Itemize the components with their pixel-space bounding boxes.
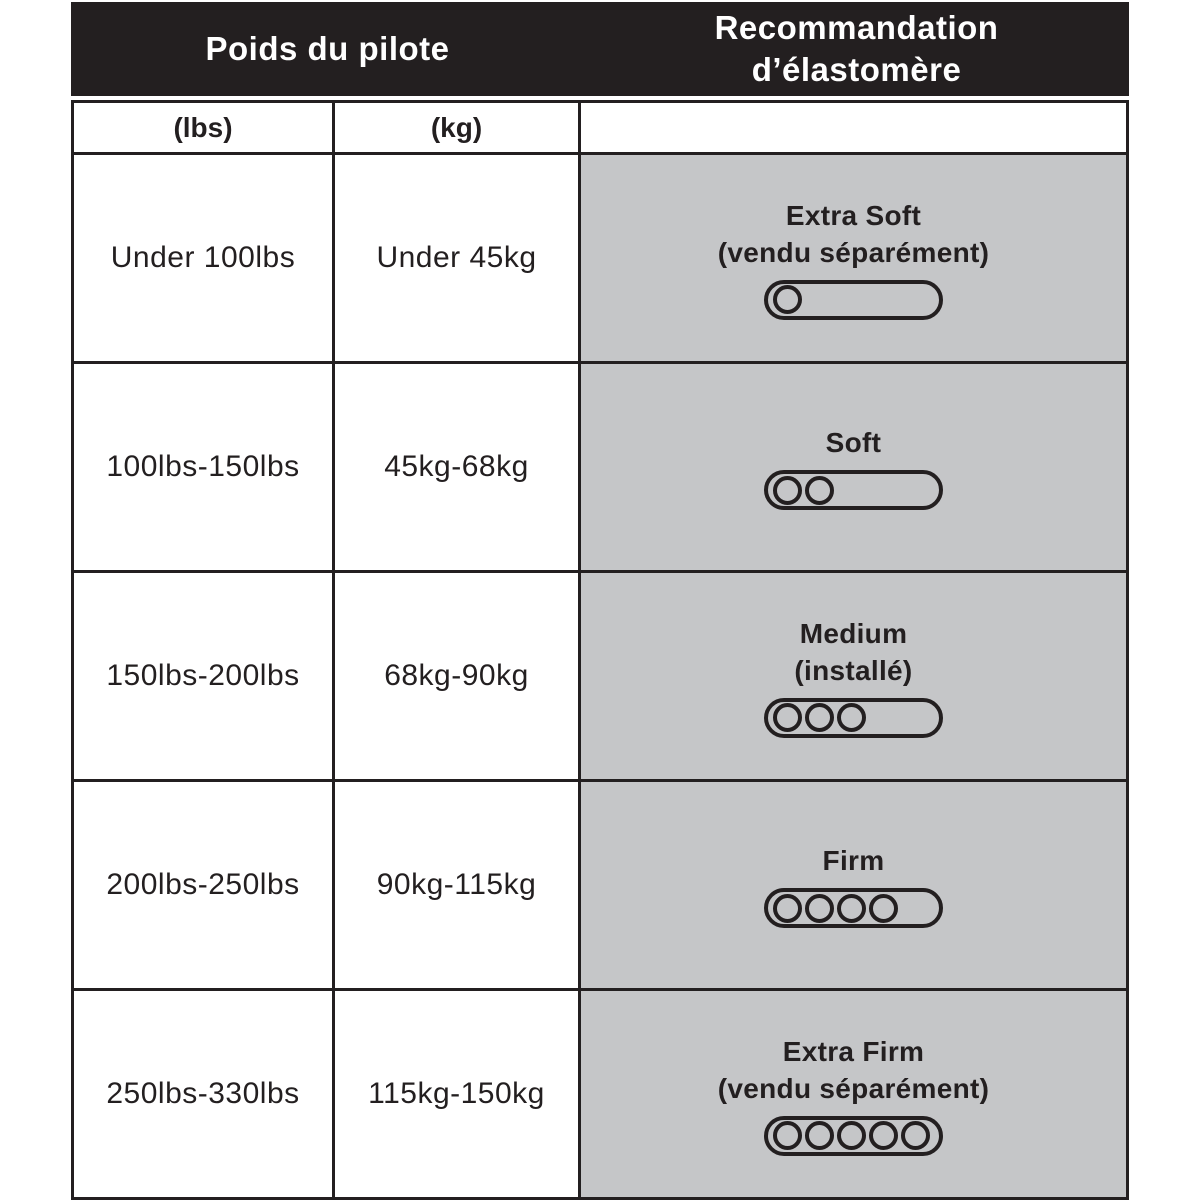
weight-lbs: Under 100lbs xyxy=(74,155,335,361)
table-row xyxy=(74,573,1126,782)
table-row xyxy=(74,991,1126,1197)
elastomer-dot-icon xyxy=(901,1121,930,1150)
elastomer-capsule-icon xyxy=(764,888,943,928)
elastomer-dot-icon xyxy=(805,703,834,732)
recommendation-header-line1: Recommandation xyxy=(714,9,999,46)
table-row xyxy=(74,782,1126,991)
recommendation-cell xyxy=(581,991,1126,1197)
kg-column-header: (kg) xyxy=(335,103,581,152)
elastomer-dot-icon xyxy=(773,1121,802,1150)
elastomer-capsule-icon xyxy=(764,1116,943,1156)
table-row xyxy=(74,364,1126,573)
availability-note: (vendu séparément) xyxy=(717,236,990,268)
elastomer-dot-icon xyxy=(773,476,802,505)
weight-kg: Under 45kg xyxy=(335,155,581,361)
weight-kg: 68kg-90kg xyxy=(335,573,581,779)
elastomer-capsule-icon xyxy=(764,470,943,510)
elastomer-dot-icon xyxy=(773,703,802,732)
elastomer-table xyxy=(71,100,1129,1200)
recommendation-header-line2: d’élastomère xyxy=(751,51,962,88)
weight-kg: 45kg-68kg xyxy=(335,364,581,570)
elastomer-dot-icon xyxy=(837,894,866,923)
elastomer-dot-icon xyxy=(869,1121,898,1150)
recommendation-header xyxy=(584,7,1129,91)
weight-lbs: 250lbs-330lbs xyxy=(74,991,335,1197)
firmness-label: Medium xyxy=(799,617,908,649)
elastomer-dot-icon xyxy=(837,1121,866,1150)
elastomer-dot-icon xyxy=(773,285,802,314)
rider-weight-header: Poids du pilote xyxy=(205,30,450,67)
table-header xyxy=(71,2,1129,96)
elastomer-capsule-icon xyxy=(764,698,943,738)
firmness-label: Extra Firm xyxy=(782,1035,925,1067)
weight-kg: 115kg-150kg xyxy=(335,991,581,1197)
weight-lbs: 200lbs-250lbs xyxy=(74,782,335,988)
recommendation-cell xyxy=(581,364,1126,570)
firmness-label: Soft xyxy=(825,427,882,458)
weight-lbs: 150lbs-200lbs xyxy=(74,573,335,779)
weight-lbs: 100lbs-150lbs xyxy=(74,364,335,570)
availability-note: (installé) xyxy=(794,654,913,686)
recommendation-cell xyxy=(581,573,1126,779)
elastomer-dot-icon xyxy=(837,703,866,732)
elastomer-dot-icon xyxy=(805,1121,834,1150)
recommendation-column-header xyxy=(581,103,1126,152)
table-row xyxy=(74,155,1126,364)
elastomer-dot-icon xyxy=(869,894,898,923)
availability-note: (vendu séparément) xyxy=(717,1072,990,1104)
elastomer-dot-icon xyxy=(805,476,834,505)
firmness-label: Extra Soft xyxy=(785,199,922,231)
recommendation-cell xyxy=(581,155,1126,361)
recommendation-cell xyxy=(581,782,1126,988)
weight-kg: 90kg-115kg xyxy=(335,782,581,988)
elastomer-dot-icon xyxy=(805,894,834,923)
elastomer-dot-icon xyxy=(773,894,802,923)
lbs-column-header: (lbs) xyxy=(74,103,335,152)
elastomer-capsule-icon xyxy=(764,280,943,320)
firmness-label: Firm xyxy=(822,845,885,876)
subheader-row xyxy=(74,103,1126,155)
